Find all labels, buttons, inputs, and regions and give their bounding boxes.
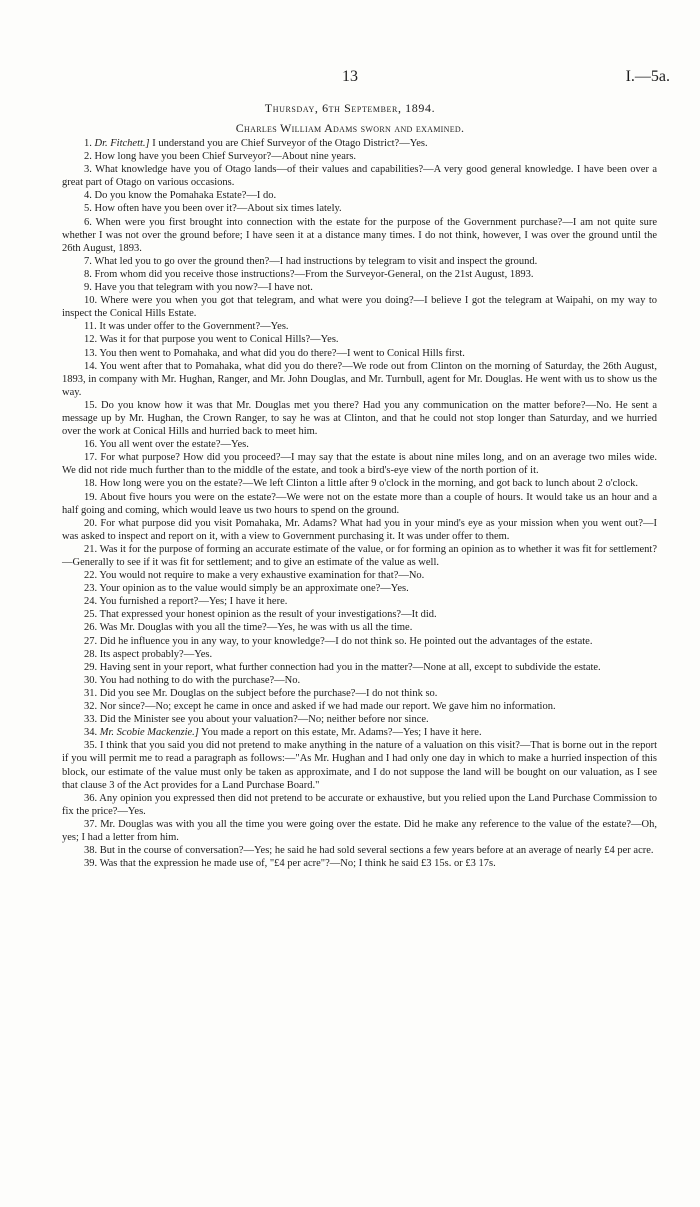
question-answer-text: Do you know the Pomahaka Estate?—I do.	[94, 190, 277, 202]
question-number: 32.	[84, 701, 100, 713]
question-number: 1.	[84, 138, 95, 149]
evidence-paragraph	[62, 517, 657, 543]
evidence-paragraph	[62, 477, 657, 490]
witness-heading: Charles William Adams sworn and examined.	[235, 121, 465, 135]
evidence-paragraph	[62, 582, 657, 595]
question-answer-text: Did the Minister see you about your valuation?—No; neither before nor since.	[99, 714, 429, 726]
question-answer-text: You then went to Pomahaka, and what did you do there?—I went to Conical Hills first.	[99, 347, 465, 359]
evidence-paragraph	[62, 333, 657, 346]
evidence-paragraph	[62, 648, 657, 661]
question-answer-text: For what purpose? How did you proceed?—I may say that the estate is about nine miles long, and on an average two miles wide. We did not ride much further than to the middle of the estate, and took a bird's-eye view of the north portion of it.	[62, 452, 658, 477]
question-number: 29.	[84, 661, 100, 673]
question-number: 27.	[84, 635, 100, 647]
question-answer-text: Did he influence you in any way, to your knowledge?—I do not think so. He pointed out the advantages of the estate.	[99, 635, 593, 647]
speaker-name: Dr. Fitchett.]	[94, 138, 150, 149]
question-answer-text: Have you that telegram with you now?—I have not.	[94, 282, 313, 294]
question-number: 37.	[84, 818, 101, 830]
question-number: 24.	[84, 596, 100, 608]
question-answer-text: But in the course of conversation?—Yes; he said he had sold several sections a few years before at an average of nearly £4 per acre.	[99, 845, 654, 857]
evidence-paragraph	[62, 700, 657, 713]
question-number: 8.	[84, 268, 95, 280]
question-number: 25.	[84, 609, 100, 621]
question-number: 38.	[84, 845, 100, 857]
question-number: 2.	[84, 151, 95, 163]
question-answer-text: That expressed your honest opinion as the result of your investigations?—It did.	[99, 609, 437, 621]
question-answer-text: How often have you been over it?—About six times lately.	[94, 203, 342, 215]
evidence-paragraph	[62, 713, 657, 726]
evidence-paragraph	[62, 320, 657, 333]
question-answer-text: Did you see Mr. Douglas on the subject before the purchase?—I do not think so.	[99, 687, 438, 699]
question-number: 3.	[84, 164, 96, 176]
question-number: 36.	[84, 792, 100, 804]
evidence-paragraph	[62, 608, 657, 621]
question-answer-text: What knowledge have you of Otago lands—of their values and capabilities?—A very good general knowledge. I have been over a great part of Otago on various occasions.	[62, 164, 658, 189]
question-number: 34.	[84, 727, 100, 739]
evidence-paragraph	[62, 216, 657, 255]
question-number: 16.	[84, 439, 100, 451]
question-answer-text: Was Mr. Douglas with you all the time?—Yes, he was with us all the time.	[99, 622, 413, 634]
question-number: 11.	[84, 321, 100, 333]
question-number: 20.	[84, 517, 101, 529]
question-number: 30.	[84, 674, 100, 686]
question-answer-text: When were you first brought into connection with the estate for the purpose of the Government purchase?—I am not quite sure whether I was not over the ground before; I have seen it at a distance many times. I do not think, however, I was over the ground until the 26th August, 1893.	[62, 216, 657, 254]
question-number: 18.	[84, 478, 100, 490]
question-answer-text: Where were you when you got that telegram, and what were you doing?—I believe I got the telegram at Waipahi, on my way to inspect the Conical Hills Estate.	[62, 295, 657, 320]
evidence-paragraph	[62, 189, 657, 202]
evidence-paragraph	[62, 844, 657, 857]
question-answer-text: About five hours you were on the estate?—We were not on the estate more than a couple of hours. It would take us an hour and a half going and coming, which would leave us two hours to spend on the ground.	[62, 491, 658, 516]
question-answer-text: You furnished a report?—Yes; I have it here.	[99, 596, 288, 608]
sitting-date: Thursday, 6th September, 1894.	[264, 101, 436, 115]
speaker-name: Mr. Scobie Mackenzie.]	[99, 727, 199, 739]
question-number: 9.	[84, 282, 95, 294]
question-number: 39.	[84, 858, 100, 870]
evidence-paragraph	[62, 491, 657, 517]
evidence-paragraph	[62, 661, 657, 674]
question-answer-text: You made a report on this estate, Mr. Adams?—Yes; I have it here.	[198, 727, 482, 739]
question-answer-text: Nor since?—No; except he came in once and asked if we had made our report. We gave him no information.	[99, 701, 556, 713]
evidence-paragraph	[62, 792, 657, 818]
question-answer-text: You had nothing to do with the purchase?—No.	[99, 674, 301, 686]
question-number: 14.	[84, 360, 100, 372]
question-number: 28.	[84, 648, 100, 660]
evidence-body	[62, 137, 657, 870]
question-answer-text: Was it for that purpose you went to Conical Hills?—Yes.	[99, 334, 339, 346]
question-number: 12.	[84, 334, 100, 346]
question-answer-text: Having sent in your report, what further connection had you in the matter?—None at all, except to subdivide the estate.	[99, 661, 601, 673]
question-answer-text: What led you to go over the ground then?—I had instructions by telegram to visit and inspect the ground.	[94, 255, 538, 267]
question-number: 23.	[84, 583, 100, 595]
evidence-paragraph	[62, 137, 657, 150]
question-answer-text: I understand you are Chief Surveyor of the Otago District?—Yes.	[149, 138, 428, 149]
question-number: 13.	[84, 347, 100, 359]
question-number: 35.	[84, 740, 100, 752]
question-number: 10.	[84, 295, 101, 307]
evidence-paragraph	[62, 451, 657, 477]
evidence-paragraph	[62, 399, 657, 438]
evidence-paragraph	[62, 621, 657, 634]
evidence-paragraph	[62, 294, 657, 320]
question-number: 22.	[84, 570, 100, 582]
page-number: 13	[342, 68, 358, 85]
evidence-paragraph	[62, 347, 657, 360]
question-number: 33.	[84, 714, 100, 726]
evidence-paragraph	[62, 569, 657, 582]
evidence-paragraph	[62, 674, 657, 687]
question-answer-text: For what purpose did you visit Pomahaka, Mr. Adams? What had you in your mind's eye as your mission when you went out?—I was asked to inspect and report on it, with a view to Government purchasing it. It was under offer to them.	[62, 517, 658, 542]
evidence-paragraph	[62, 360, 657, 399]
evidence-paragraph	[62, 818, 657, 844]
question-answer-text: You went after that to Pomahaka, what did you do there?—We rode out from Clinton on the morning of Saturday, the 26th August, 1893, in company with Mr. Hughan, Ranger, and Mr. John Douglas, and Mr. Turnbull, agent for Mr. Douglas. He went with us to show us the way.	[62, 360, 657, 398]
question-answer-text: You would not require to make a very exhaustive examination for that?—No.	[99, 570, 425, 582]
evidence-paragraph	[62, 857, 657, 870]
evidence-paragraph	[62, 202, 657, 215]
evidence-paragraph	[62, 687, 657, 700]
question-number: 5.	[84, 203, 95, 215]
document-reference: I.—5a.	[625, 68, 670, 85]
evidence-paragraph	[62, 438, 657, 451]
question-answer-text: Was that the expression he made use of, "£4 per acre"?—No; I think he said £3 15s. or £3 17s.	[99, 858, 496, 870]
question-number: 21.	[84, 543, 100, 555]
question-answer-text: Do you know how it was that Mr. Douglas met you there? Had you any communication on the matter before?—No. He sent a message up by Mr. Hughan, the Crown Ranger, to say he was at Clinton, and that he could not stop longer than Saturday, and we hurried over the work at Conical Hills and hurried back to meet him.	[62, 399, 657, 438]
question-answer-text: Was it for the purpose of forming an accurate estimate of the value, or for forming an opinion as to whether it was fit for settlement?—Generally to see if it was fit for settlement; and to give an estimate of the value as well.	[62, 543, 658, 568]
evidence-paragraph	[62, 268, 657, 281]
evidence-paragraph	[62, 163, 657, 189]
question-number: 6.	[84, 216, 96, 228]
question-answer-text: You all went over the estate?—Yes.	[99, 439, 249, 451]
question-answer-text: Your opinion as to the value would simply be an approximate one?—Yes.	[99, 583, 409, 595]
question-number: 7.	[84, 255, 95, 267]
evidence-paragraph	[62, 255, 657, 268]
evidence-paragraph	[62, 635, 657, 648]
evidence-paragraph	[62, 543, 657, 569]
question-answer-text: It was under offer to the Government?—Yes.	[99, 321, 289, 333]
question-answer-text: How long have you been Chief Surveyor?—About nine years.	[94, 151, 357, 163]
question-answer-text: Mr. Douglas was with you all the time you were going over the estate. Did he make any reference to the value of the estate?—Oh, yes; I had a letter from him.	[62, 818, 657, 843]
question-answer-text: Any opinion you expressed then did not pretend to be accurate or exhaustive, but you relied upon the Land Purchase Commission to fix the price?—Yes.	[62, 792, 657, 817]
question-number: 19.	[84, 491, 100, 503]
question-answer-text: From whom did you receive those instructions?—From the Surveyor-General, on the 21st August, 1893.	[94, 268, 534, 280]
question-number: 31.	[84, 687, 100, 699]
evidence-paragraph	[62, 726, 657, 739]
evidence-paragraph	[62, 595, 657, 608]
question-number: 26.	[84, 622, 100, 634]
question-answer-text: Its aspect probably?—Yes.	[99, 648, 213, 660]
question-number: 17.	[84, 452, 101, 464]
evidence-paragraph	[62, 281, 657, 294]
question-number: 15.	[84, 399, 102, 411]
question-answer-text: I think that you said you did not pretend to make anything in the nature of a valuation on this visit?—That is borne out in the report if you will permit me to read a paragraph as follows:—"As Mr. Hughan and I had only one day in which to make a hurried inspection of this block, our estimate of the value must only be taken as approximate, and I do not suppose the land will be bought on our valuation, as I see that clause 3 of the Act provides for a Land Purchase Board."	[62, 740, 658, 791]
evidence-paragraph	[62, 739, 657, 791]
question-answer-text: How long were you on the estate?—We left Clinton a little after 9 o'clock in the morning, and got back to lunch about 2 o'clock.	[99, 478, 639, 490]
evidence-paragraph	[62, 150, 657, 163]
question-number: 4.	[84, 190, 95, 202]
